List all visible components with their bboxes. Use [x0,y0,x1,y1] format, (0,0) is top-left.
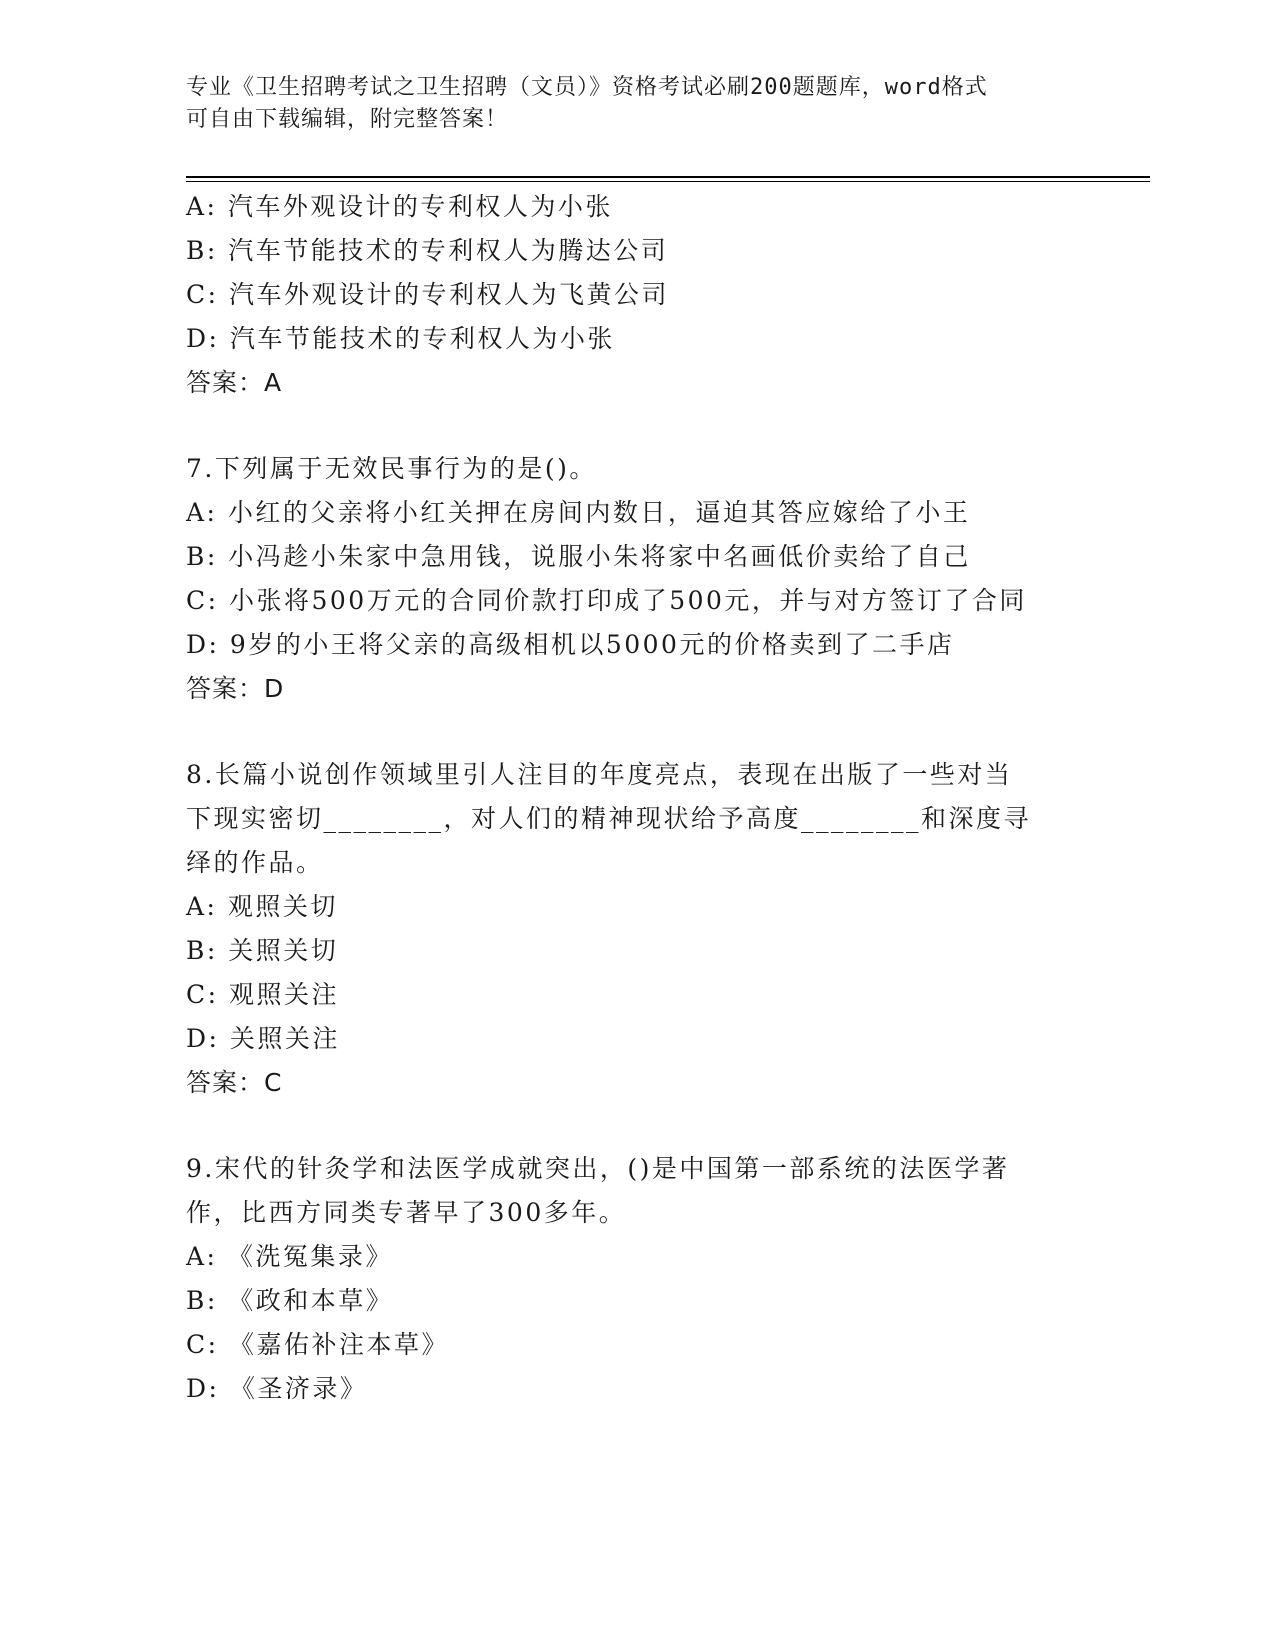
q8-option-b: B: 关照关切 [186,936,339,965]
q9-question-line-1: 9.宋代的针灸学和法医学成就突出，()是中国第一部系统的法医学著 [186,1154,1010,1183]
q8-answer: 答案：C [186,1068,283,1097]
q6-answer: 答案：A [186,368,283,397]
header-line-1: 专业《卫生招聘考试之卫生招聘（文员）》资格考试必刷200题题库，word格式 [186,75,988,100]
q8-option-c: C: 观照关注 [186,980,339,1009]
q8-question-line-1: 8.长篇小说创作领域里引人注目的年度亮点，表现在出版了一些对当 [186,760,1013,789]
header-rule-thin [186,181,1150,182]
q9-question-line-2: 作，比西方同类专著早了300多年。 [186,1198,627,1227]
q6-option-a: A: 汽车外观设计的专利权人为小张 [186,192,613,221]
q8-question-line-3: 绎的作品。 [186,848,324,877]
q8-option-a: A: 观照关切 [186,892,338,921]
q9-option-c: C: 《嘉佑补注本草》 [186,1330,449,1359]
q9-option-d: D: 《圣济录》 [186,1374,368,1403]
q7-answer: 答案：D [186,674,285,703]
q6-option-c: C: 汽车外观设计的专利权人为飞黄公司 [186,280,669,309]
header-line-2: 可自由下载编辑，附完整答案！ [186,107,509,132]
q9-option-a: A: 《洗冤集录》 [186,1242,393,1271]
q6-option-d: D: 汽车节能技术的专利权人为小张 [186,324,615,353]
q7-option-d: D: 9岁的小王将父亲的高级相机以5000元的价格卖到了二手店 [186,630,955,659]
q7-option-c: C: 小张将500万元的合同价款打印成了500元，并与对方签订了合同 [186,586,1027,615]
q7-option-b: B: 小冯趁小朱家中急用钱，说服小朱将家中名画低价卖给了自己 [186,542,971,571]
document-header [186,72,1066,136]
q8-option-d: D: 关照关注 [186,1024,340,1053]
q8-question-line-2: 下现实密切________，对人们的精神现状给予高度________和深度寻 [186,804,1032,833]
q7-question: 7.下列属于无效民事行为的是()。 [186,454,597,483]
q6-option-b: B: 汽车节能技术的专利权人为腾达公司 [186,236,669,265]
q9-option-b: B: 《政和本草》 [186,1286,394,1315]
header-rule-thick [186,176,1150,178]
q7-option-a: A: 小红的父亲将小红关押在房间内数日，逼迫其答应嫁给了小王 [186,498,971,527]
